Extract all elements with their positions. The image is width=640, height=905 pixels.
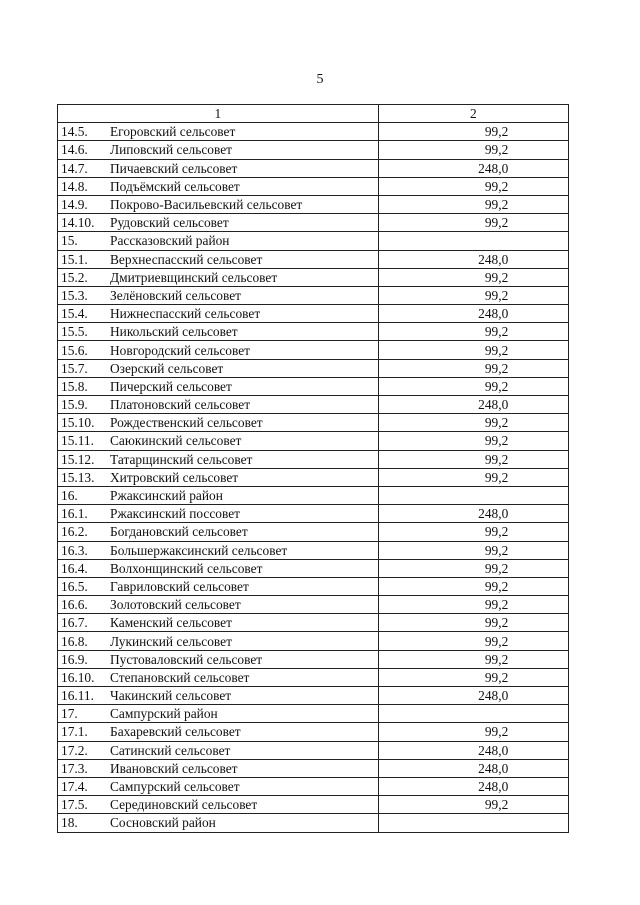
- row-name: Дмитриевщинский сельсовет: [110, 269, 278, 285]
- table-row: [58, 486, 569, 504]
- row-name: Сампурский сельсовет: [110, 779, 240, 795]
- row-label-cell: [58, 687, 379, 705]
- row-value: 99,2: [484, 797, 509, 813]
- row-value: 99,2: [484, 287, 509, 303]
- row-name: Татарщинский сельсовет: [110, 451, 253, 467]
- row-label-cell: [58, 250, 379, 268]
- row-number: 16.1.: [61, 506, 88, 522]
- table-row: [58, 305, 569, 323]
- row-name: Верхнеспасский сельсовет: [110, 251, 263, 267]
- row-value-cell: [378, 396, 568, 414]
- row-name: Сатинский сельсовет: [110, 742, 231, 758]
- row-value: 99,2: [484, 142, 509, 158]
- table-row: [58, 123, 569, 141]
- row-value-cell: [378, 214, 568, 232]
- table-row: [58, 632, 569, 650]
- row-number: 17.1.: [61, 724, 88, 740]
- row-value: 248,0: [478, 779, 509, 795]
- row-value-cell: [378, 777, 568, 795]
- row-value: 99,2: [484, 342, 509, 358]
- table-header-row: [58, 105, 569, 123]
- row-label-cell: [58, 486, 379, 504]
- row-value-cell: [378, 414, 568, 432]
- table-row: [58, 559, 569, 577]
- row-value-cell: [378, 796, 568, 814]
- row-name: Липовский сельсовет: [110, 142, 232, 158]
- row-name: Озерский сельсовет: [110, 360, 224, 376]
- row-value: 99,2: [484, 124, 509, 140]
- row-number: 15.2.: [61, 269, 88, 285]
- row-name: Ржаксинский район: [110, 488, 223, 504]
- row-value: 99,2: [484, 433, 509, 449]
- row-name: Каменский сельсовет: [110, 615, 232, 631]
- row-value: 99,2: [484, 451, 509, 467]
- row-value: 248,0: [478, 506, 509, 522]
- row-label-cell: [58, 305, 379, 323]
- table-row: [58, 741, 569, 759]
- row-number: 15.7.: [61, 360, 88, 376]
- row-value-cell: [378, 705, 568, 723]
- row-number: 16.8.: [61, 633, 88, 649]
- row-value-cell: [378, 814, 568, 832]
- row-name: Новгородский сельсовет: [110, 342, 251, 358]
- row-name: Покрово-Васильевский сельсовет: [110, 197, 303, 213]
- row-number: 17.5.: [61, 797, 88, 813]
- table-row: [58, 650, 569, 668]
- row-name: Хитровский сельсовет: [110, 469, 239, 485]
- row-name: Платоновский сельсовет: [110, 397, 251, 413]
- table-row: [58, 614, 569, 632]
- row-value: 99,2: [484, 469, 509, 485]
- row-number: 14.9.: [61, 197, 88, 213]
- row-label-cell: [58, 614, 379, 632]
- row-number: 15.12.: [61, 451, 95, 467]
- row-value-cell: [378, 250, 568, 268]
- table-row: [58, 777, 569, 795]
- table-row: [58, 286, 569, 304]
- row-label-cell: [58, 741, 379, 759]
- table-row: [58, 359, 569, 377]
- row-number: 15.: [61, 233, 78, 249]
- row-label-cell: [58, 359, 379, 377]
- table-row: [58, 668, 569, 686]
- row-value: 99,2: [484, 360, 509, 376]
- row-label-cell: [58, 668, 379, 686]
- row-value-cell: [378, 541, 568, 559]
- table-row: [58, 505, 569, 523]
- row-name: Пичаевский сельсовет: [110, 160, 238, 176]
- row-name: Бахаревский сельсовет: [110, 724, 241, 740]
- row-label-cell: [58, 523, 379, 541]
- row-label-cell: [58, 268, 379, 286]
- row-label-cell: [58, 177, 379, 195]
- row-name: Золотовский сельсовет: [110, 597, 241, 613]
- row-value-cell: [378, 723, 568, 741]
- row-label-cell: [58, 195, 379, 213]
- row-label-cell: [58, 796, 379, 814]
- row-number: 15.5.: [61, 324, 88, 340]
- row-number: 15.10.: [61, 415, 95, 431]
- row-value-cell: [378, 650, 568, 668]
- row-value: 99,2: [484, 215, 509, 231]
- row-name: Волхонщинский сельсовет: [110, 560, 263, 576]
- row-value-cell: [378, 323, 568, 341]
- row-value-cell: [378, 232, 568, 250]
- row-number: 16.5.: [61, 578, 88, 594]
- row-value-cell: [378, 359, 568, 377]
- row-value-cell: [378, 341, 568, 359]
- row-value-cell: [378, 505, 568, 523]
- row-number: 17.3.: [61, 760, 88, 776]
- table-row: [58, 214, 569, 232]
- table-row: [58, 414, 569, 432]
- row-name: Нижнеспасский сельсовет: [110, 306, 261, 322]
- row-number: 18.: [61, 815, 78, 831]
- row-value-cell: [378, 177, 568, 195]
- table-row: [58, 723, 569, 741]
- row-label-cell: [58, 541, 379, 559]
- row-value: 248,0: [478, 688, 509, 704]
- row-value-cell: [378, 159, 568, 177]
- row-value-cell: [378, 195, 568, 213]
- row-number: 15.8.: [61, 378, 88, 394]
- row-name: Богдановский сельсовет: [110, 524, 248, 540]
- row-name: Лукинский сельсовет: [110, 633, 232, 649]
- table-row: [58, 232, 569, 250]
- row-label-cell: [58, 777, 379, 795]
- row-label-cell: [58, 559, 379, 577]
- row-number: 16.9.: [61, 651, 88, 667]
- row-value: 99,2: [484, 597, 509, 613]
- allocation-table: [57, 104, 569, 833]
- row-label-cell: [58, 596, 379, 614]
- row-label-cell: [58, 505, 379, 523]
- table-body: [58, 105, 569, 833]
- row-label-cell: [58, 377, 379, 395]
- row-label-cell: [58, 341, 379, 359]
- row-label-cell: [58, 414, 379, 432]
- row-number: 14.5.: [61, 124, 88, 140]
- row-value-cell: [378, 486, 568, 504]
- row-name: Пустоваловский сельсовет: [110, 651, 263, 667]
- row-name: Егоровский сельсовет: [110, 124, 236, 140]
- row-number: 17.4.: [61, 779, 88, 795]
- row-value-cell: [378, 377, 568, 395]
- row-number: 15.13.: [61, 469, 95, 485]
- row-label-cell: [58, 286, 379, 304]
- table-row: [58, 141, 569, 159]
- row-value-cell: [378, 432, 568, 450]
- row-name: Чакинский сельсовет: [110, 688, 232, 704]
- row-name: Сампурский район: [110, 706, 218, 722]
- row-value: 248,0: [478, 160, 509, 176]
- row-value-cell: [378, 523, 568, 541]
- row-label-cell: [58, 232, 379, 250]
- row-value: 248,0: [478, 760, 509, 776]
- row-number: 16.10.: [61, 669, 95, 685]
- row-value-cell: [378, 759, 568, 777]
- row-number: 15.11.: [61, 433, 94, 449]
- row-number: 16.3.: [61, 542, 88, 558]
- table-row: [58, 541, 569, 559]
- table-row: [58, 177, 569, 195]
- row-label-cell: [58, 632, 379, 650]
- row-label-cell: [58, 432, 379, 450]
- row-number: 16.2.: [61, 524, 88, 540]
- row-value: 99,2: [484, 724, 509, 740]
- row-number: 17.: [61, 706, 78, 722]
- row-value: 99,2: [484, 633, 509, 649]
- row-number: 14.8.: [61, 178, 88, 194]
- row-label-cell: [58, 650, 379, 668]
- row-name: Большержаксинский сельсовет: [110, 542, 288, 558]
- table-row: [58, 814, 569, 832]
- row-name: Саюкинский сельсовет: [110, 433, 242, 449]
- row-number: 16.4.: [61, 560, 88, 576]
- row-number: 16.: [61, 488, 78, 504]
- row-value: 248,0: [478, 742, 509, 758]
- row-value-cell: [378, 741, 568, 759]
- row-label-cell: [58, 396, 379, 414]
- row-value: 99,2: [484, 560, 509, 576]
- row-label-cell: [58, 577, 379, 595]
- table-row: [58, 759, 569, 777]
- row-value-cell: [378, 286, 568, 304]
- row-number: 16.6.: [61, 597, 88, 613]
- row-value: 99,2: [484, 324, 509, 340]
- row-value-cell: [378, 141, 568, 159]
- row-label-cell: [58, 723, 379, 741]
- row-value: 99,2: [484, 269, 509, 285]
- row-name: Степановский сельсовет: [110, 669, 250, 685]
- row-value-cell: [378, 450, 568, 468]
- table-row: [58, 596, 569, 614]
- row-value: 99,2: [484, 669, 509, 685]
- row-name: Ивановский сельсовет: [110, 760, 238, 776]
- row-number: 17.2.: [61, 742, 88, 758]
- row-number: 15.3.: [61, 287, 88, 303]
- row-value: 248,0: [478, 306, 509, 322]
- row-value: 99,2: [484, 542, 509, 558]
- row-number: 14.7.: [61, 160, 88, 176]
- row-number: 16.11.: [61, 688, 94, 704]
- row-value-cell: [378, 268, 568, 286]
- row-label-cell: [58, 214, 379, 232]
- table-row: [58, 323, 569, 341]
- table-row: [58, 468, 569, 486]
- table-row: [58, 705, 569, 723]
- table-row: [58, 523, 569, 541]
- table-row: [58, 268, 569, 286]
- row-name: Гавриловский сельсовет: [110, 578, 249, 594]
- row-value-cell: [378, 614, 568, 632]
- row-value-cell: [378, 668, 568, 686]
- row-name: Рудовский сельсовет: [110, 215, 229, 231]
- row-name: Сосновский район: [110, 815, 216, 831]
- row-value: 99,2: [484, 197, 509, 213]
- row-name: Ржаксинский поссовет: [110, 506, 241, 522]
- table-row: [58, 195, 569, 213]
- row-number: 15.4.: [61, 306, 88, 322]
- row-value: 99,2: [484, 524, 509, 540]
- row-value: 99,2: [484, 651, 509, 667]
- row-value-cell: [378, 559, 568, 577]
- row-label-cell: [58, 705, 379, 723]
- row-value: 248,0: [478, 251, 509, 267]
- row-label-cell: [58, 450, 379, 468]
- row-value: 99,2: [484, 378, 509, 394]
- row-value: 99,2: [484, 178, 509, 194]
- row-name: Пичерский сельсовет: [110, 378, 232, 394]
- row-value-cell: [378, 632, 568, 650]
- row-label-cell: [58, 814, 379, 832]
- row-value-cell: [378, 596, 568, 614]
- table-row: [58, 250, 569, 268]
- table-row: [58, 450, 569, 468]
- row-value: 99,2: [484, 578, 509, 594]
- row-name: Рассказовский район: [110, 233, 230, 249]
- row-number: 14.10.: [61, 215, 95, 231]
- table-row: [58, 687, 569, 705]
- row-value: 248,0: [478, 397, 509, 413]
- row-value-cell: [378, 577, 568, 595]
- table-row: [58, 159, 569, 177]
- page-number: 5: [316, 72, 324, 87]
- row-value-cell: [378, 123, 568, 141]
- row-label-cell: [58, 323, 379, 341]
- row-value: 99,2: [484, 415, 509, 431]
- row-value: 99,2: [484, 615, 509, 631]
- table-row: [58, 396, 569, 414]
- row-value-cell: [378, 468, 568, 486]
- row-value-cell: [378, 687, 568, 705]
- column-header-2: 2: [378, 105, 568, 123]
- table-row: [58, 341, 569, 359]
- row-number: 15.6.: [61, 342, 88, 358]
- column-header-1: 1: [58, 105, 379, 123]
- row-number: 14.6.: [61, 142, 88, 158]
- row-label-cell: [58, 468, 379, 486]
- row-number: 15.9.: [61, 397, 88, 413]
- table-row: [58, 432, 569, 450]
- table-row: [58, 577, 569, 595]
- row-number: 16.7.: [61, 615, 88, 631]
- row-name: Зелёновский сельсовет: [110, 287, 242, 303]
- table-row: [58, 377, 569, 395]
- row-label-cell: [58, 141, 379, 159]
- row-label-cell: [58, 759, 379, 777]
- row-name: Рождественский сельсовет: [110, 415, 263, 431]
- row-name: Подъёмский сельсовет: [110, 178, 240, 194]
- table-row: [58, 796, 569, 814]
- row-number: 15.1.: [61, 251, 88, 267]
- row-name: Серединовский сельсовет: [110, 797, 258, 813]
- row-label-cell: [58, 123, 379, 141]
- row-value-cell: [378, 305, 568, 323]
- row-label-cell: [58, 159, 379, 177]
- row-name: Никольский сельсовет: [110, 324, 238, 340]
